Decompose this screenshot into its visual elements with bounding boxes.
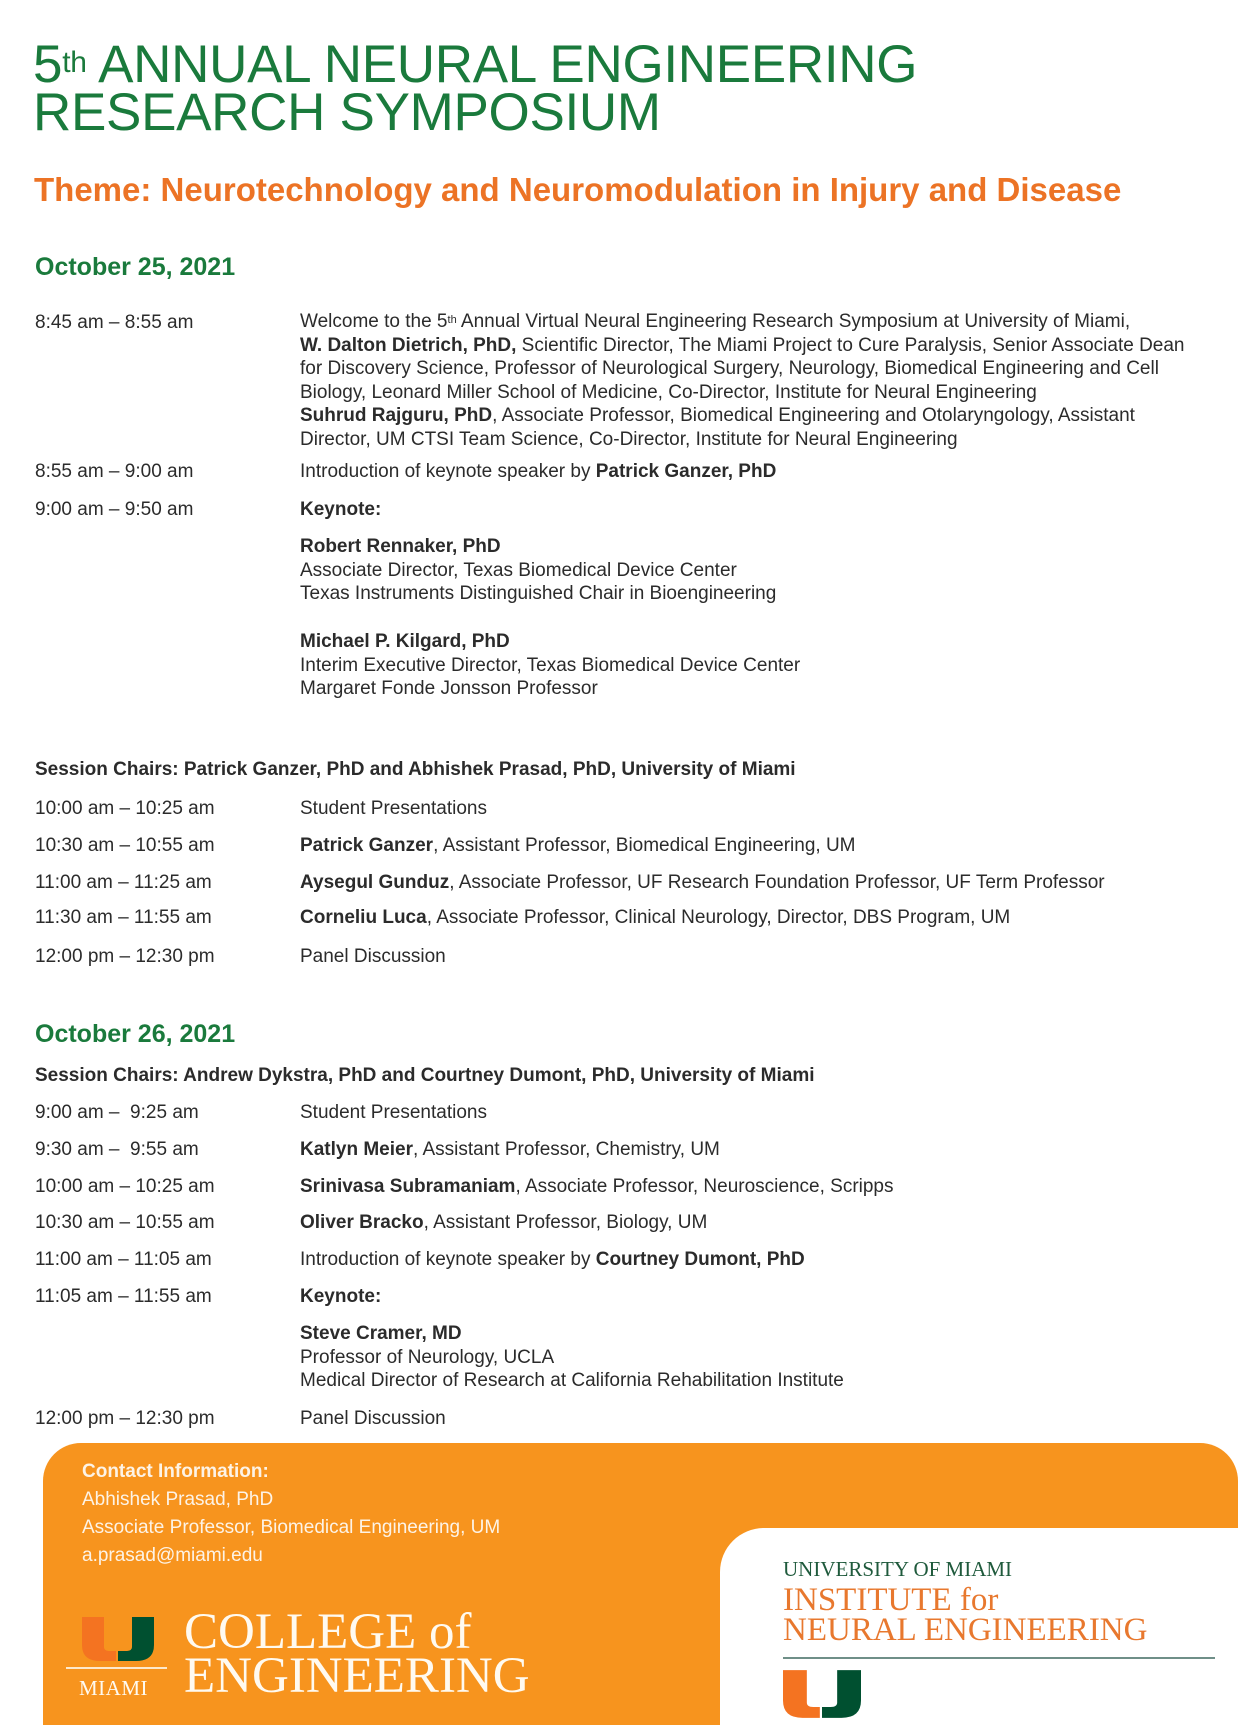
schedule-row-time: 11:30 am – 11:55 am — [35, 907, 212, 928]
keynote-speaker — [300, 1322, 844, 1393]
title-ordinal-number: 5 — [33, 35, 63, 94]
keynote-time: 11:05 am – 11:55 am — [35, 1286, 212, 1307]
keynote-speaker-affiliation: Texas Instruments Distinguished Chair in Bioengineering — [300, 583, 777, 605]
college-logo-miami: MIAMI — [79, 1676, 148, 1700]
u-logo-icon — [82, 1617, 154, 1661]
keynote-speaker-name: Michael P. Kilgard, PhD — [300, 631, 510, 652]
welcome-line6: Director, UM CTSI Team Science, Co-Director, Institute for Neural Engineering — [300, 428, 958, 450]
welcome-line4: Biology, Leonard Miller School of Medicine, Co-Director, Institute for Neural Engineering — [300, 381, 1037, 403]
intro-time: 8:55 am – 9:00 am — [35, 461, 194, 482]
schedule-row-time: 10:00 am – 10:25 am — [35, 1176, 215, 1197]
speaker-name: W. Dalton Dietrich, PhD, — [300, 334, 517, 356]
welcome-time: 8:45 am – 8:55 am — [35, 312, 194, 333]
schedule-row-time: 12:00 pm – 12:30 pm — [35, 946, 215, 967]
schedule-row-time: 10:30 am – 10:55 am — [35, 1212, 215, 1233]
schedule-row-time: 10:30 am – 10:55 am — [35, 835, 215, 856]
institute-logo-line2: NEURAL ENGINEERING — [783, 1612, 1148, 1648]
welcome-line5: Suhrud Rajguru, PhD, Associate Professor, Biomedical Engineering and Otolaryngology, Assistant — [300, 405, 1135, 427]
college-logo-line2: ENGINEERING — [184, 1648, 530, 1704]
schedule-row-time: 9:30 am – 9:55 am — [35, 1139, 199, 1160]
u-logo-icon — [783, 1670, 861, 1718]
day1-date-heading: October 25, 2021 — [35, 253, 236, 281]
schedule-row-description: Student Presentations — [300, 798, 487, 819]
keynote-speaker — [300, 630, 800, 701]
panel-time: 12:00 pm – 12:30 pm — [35, 1408, 215, 1429]
schedule-row-description: Patrick Ganzer, Assistant Professor, Biomedical Engineering, UM — [300, 835, 856, 856]
symposium-title-line2: RESEARCH SYMPOSIUM — [33, 83, 661, 142]
contact-heading: Contact Information: — [82, 1461, 269, 1482]
schedule-row-time: 10:00 am – 10:25 am — [35, 798, 215, 819]
contact-name: Abhishek Prasad, PhD — [82, 1489, 274, 1510]
schedule-row-description: Oliver Bracko, Assistant Professor, Biology, UM — [300, 1212, 708, 1233]
keynote-speaker-name: Steve Cramer, MD — [300, 1323, 462, 1344]
theme-heading: Theme: Neurotechnology and Neuromodulation in Injury and Disease — [34, 171, 1122, 208]
keynote-speaker-name: Robert Rennaker, PhD — [300, 536, 501, 557]
institute-logo-divider — [783, 1657, 1215, 1659]
day2-session-chairs: Session Chairs: Andrew Dykstra, PhD and Courtney Dumont, PhD, University of Miami — [35, 1065, 815, 1086]
speaker-name: Suhrud Rajguru, PhD — [300, 405, 493, 427]
u-logo-right-green — [822, 1670, 861, 1718]
day1-session-chairs: Session Chairs: Patrick Ganzer, PhD and Abhishek Prasad, PhD, University of Miami — [35, 759, 796, 780]
speaker-name: Katlyn Meier — [300, 1139, 413, 1160]
keynote-speaker — [300, 535, 776, 606]
keynote-label: Keynote: — [300, 499, 382, 520]
college-logo-line1: COLLEGE of — [184, 1604, 472, 1660]
schedule-row-time: 9:00 am – 9:25 am — [35, 1102, 199, 1123]
speaker-name: Srinivasa Subramaniam — [300, 1176, 516, 1197]
welcome-line2: W. Dalton Dietrich, PhD, Scientific Director, The Miami Project to Cure Paralysis, Senior Associate Dean — [300, 334, 1185, 356]
intro-description: Introduction of keynote speaker by Patrick Ganzer, PhD — [300, 461, 777, 482]
keynote-speaker-affiliation: Associate Director, Texas Biomedical Device Center — [300, 559, 737, 581]
u-logo-left-orange — [82, 1617, 116, 1661]
welcome-line1: Welcome to the 5th Annual Virtual Neural Engineering Research Symposium at University of Miami, — [300, 311, 1131, 332]
contact-email[interactable]: a.prasad@miami.edu — [82, 1545, 263, 1566]
u-logo-right-green — [118, 1617, 154, 1661]
welcome-line3: for Discovery Science, Professor of Neurological Surgery, Neurology, Biomedical Engineering and Cell — [300, 358, 1159, 380]
speaker-name: Aysegul Gunduz — [300, 872, 450, 893]
panel-description: Panel Discussion — [300, 1408, 446, 1429]
title-line1-text: ANNUAL NEURAL ENGINEERING — [86, 35, 918, 94]
day2-date-heading: October 26, 2021 — [35, 1020, 236, 1048]
schedule-row-description: Katlyn Meier, Assistant Professor, Chemistry, UM — [300, 1139, 720, 1160]
contact-title: Associate Professor, Biomedical Engineering, UM — [82, 1517, 501, 1538]
keynote-speaker-affiliation: Margaret Fonde Jonsson Professor — [300, 678, 598, 700]
institute-logo-university: UNIVERSITY OF MIAMI — [783, 1557, 1013, 1581]
speaker-name: Corneliu Luca — [300, 907, 427, 928]
keynote-speaker-affiliation: Professor of Neurology, UCLA — [300, 1346, 555, 1368]
institute-logo-line1: INSTITUTE for — [783, 1582, 999, 1618]
u-logo-left-orange — [783, 1670, 820, 1718]
speaker-name: Patrick Ganzer, PhD — [595, 461, 777, 482]
intro-time: 11:00 am – 11:05 am — [35, 1249, 212, 1270]
title-ordinal-suffix: th — [62, 46, 87, 79]
schedule-row-description: Corneliu Luca, Associate Professor, Clinical Neurology, Director, DBS Program, UM — [300, 907, 1011, 928]
college-logo-divider — [66, 1667, 167, 1669]
schedule-row-description: Student Presentations — [300, 1102, 487, 1123]
keynote-speaker-affiliation: Interim Executive Director, Texas Biomedical Device Center — [300, 654, 801, 676]
keynote-speaker-affiliation: Medical Director of Research at California Rehabilitation Institute — [300, 1370, 844, 1392]
speaker-name: Patrick Ganzer — [300, 835, 434, 856]
schedule-row-time: 11:00 am – 11:25 am — [35, 872, 212, 893]
intro-description: Introduction of keynote speaker by Courtney Dumont, PhD — [300, 1249, 805, 1270]
keynote-time: 9:00 am – 9:50 am — [35, 499, 194, 520]
schedule-row-description: Aysegul Gunduz, Associate Professor, UF Research Foundation Professor, UF Term Professor — [300, 872, 1105, 893]
speaker-name: Courtney Dumont, PhD — [595, 1249, 805, 1270]
schedule-row-description: Panel Discussion — [300, 946, 446, 967]
keynote-label: Keynote: — [300, 1286, 382, 1307]
welcome-description — [300, 310, 1185, 452]
speaker-name: Oliver Bracko — [300, 1212, 424, 1233]
schedule-row-description: Srinivasa Subramaniam, Associate Professor, Neuroscience, Scripps — [300, 1176, 894, 1197]
